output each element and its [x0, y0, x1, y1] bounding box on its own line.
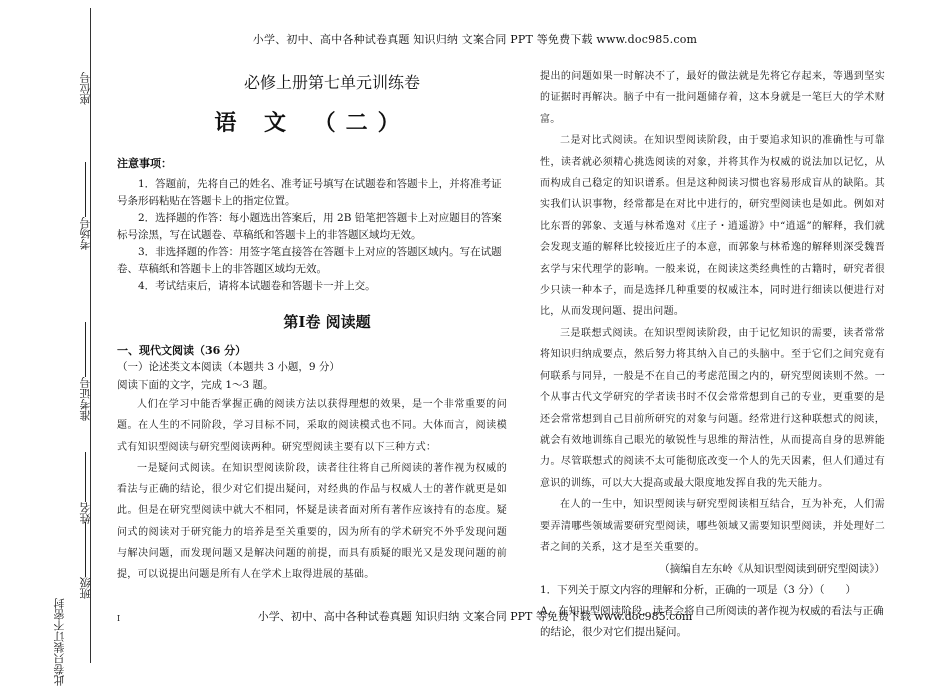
seat-number-field[interactable] — [78, 70, 94, 105]
exam-room-field[interactable] — [78, 160, 94, 250]
left-column — [117, 70, 507, 586]
notice-title: 注意事项： — [117, 157, 172, 170]
name-field[interactable] — [78, 450, 94, 524]
name-label: 姓名 — [79, 502, 92, 524]
notice-item: 3．非选择题的作答：用签字笔直接答在答题卡上对应的答题区域内。写在试题卷、草稿纸和答题卡上的非答题区域均无效。 — [117, 246, 502, 275]
notice-item: 4．考试结束后，请将本试题卷和答题卡一并上交。 — [138, 280, 376, 292]
article-paragraph: 人们在学习中能否掌握正确的阅读方法以获得理想的效果，是一个非常重要的问题。在人生的不同阶段，学习目标不同，采取的阅读模式也不同。大体而言，阅读模式有知识型阅读与研究型阅读两种。研究型阅读主要有以下三种方式： — [117, 399, 507, 453]
article-paragraph: 二是对比式阅读。在知识型阅读阶段，由于要追求知识的准确性与可靠性，读者就必须精心挑选阅读的对象，并将其作为权威的说法加以记忆，从而构成自己稳定的知识谱系。但是这种阅读习惯也容易形成盲从的缺陷。其实我们认识事物，经常都是在对比中进行的，研究型阅读也是如此。例如对比东晋的郭象、支遁与林希逸对《庄子・逍遥游》中“逍遥”的解释，我们就会发现支遁的解释比较接近庄子的本意，而郭象与林希逸的解释则深受魏晋玄学与宋代理学的影响。一般来说，在阅读这类经典性的古籍时，研究者很少只读一种本子，而是选择几种重要的权威注本，同时进行细读以便进行对比，从而发现问题、提出问题。 — [540, 135, 885, 318]
article-paragraph: 在人的一生中，知识型阅读与研究型阅读相互结合，互为补充，人们需要弄清哪些领域需要研究型阅读，哪些领域又需要知识型阅读，并处理好二者之间的关系，这才是至关重要的。 — [540, 499, 885, 553]
question-stem: 1．下列关于原文内容的理解和分析，正确的一项是（3 分）（ ） — [540, 584, 856, 597]
question-option-a[interactable]: A．在知识型阅读阶段，读者会将自己所阅读的著作视为权威的看法与正确的结论，很少对它们提出疑问。 — [540, 605, 884, 639]
article-paragraph: 一是疑问式阅读。在知识型阅读阶段，读者往往将自己所阅读的著作视为权威的看法与正确的结论，很少对它们提出疑问，对经典的作品与权威人士的著作就更是如此。但是在研究型阅读中就大不相同，怀疑是读者面对所有著作应该持有的态度。疑问式的阅读对于研究能力的培养是至关重要的，因为所有的学术研究不外乎发现问题与解决问题，而发现问题又是解决问题的前提，而具有质疑的眼光又是发现问题的前提，可以说提出问题是所有人在学术上取得进展的基础。 — [117, 462, 507, 581]
page-header: 小学、初中、高中各种试卷真题 知识归纳 文案合同 PPT 等免费下载 www.doc985.com — [252, 33, 698, 46]
article-paragraph: 三是联想式阅读。在知识型阅读阶段，由于记忆知识的需要，读者常常将知识归纳成要点，然后努力将其纳入自己的头脑中。至于它们之间究竟有何联系与同异，一般是不在自己的考虑范围之内的，研究型阅读则不然。一个从事古代文学研究的学者读书时不仅会常常想到自己的专业，更重要的是还会常常想到自己目前所研究的对象与问题。经常进行这种联想式的阅读，就会有效地训练自己眼光的敏锐性与思维的辩洁性，从而提高自身的思辨能力。尽管联想式的阅读不太可能彻底改变一个人的先天因素，但人们通过有意识的训练，可以大大提高或最大限度地发挥自我的先天能力。 — [540, 327, 885, 489]
ticket-number-field[interactable] — [78, 320, 94, 421]
subsection-title: （一）论述类文本阅读（本题共 3 小题，9 分） — [117, 361, 340, 373]
exam-room-label: 考场号 — [79, 217, 92, 250]
reading-instruction: 阅读下面的文字，完成 1～3 题。 — [117, 379, 274, 391]
class-label: 班级 — [79, 577, 92, 599]
article-paragraph: 提出的问题如果一时解决不了，最好的做法就是先将它存起来，等遇到坚实的证据时再解决。脑子中有一批问题储存着，这本身就是一笔巨大的学术财富。 — [540, 71, 885, 125]
doc-subtitle: 必修上册第七单元训练卷 — [243, 73, 420, 92]
class-field[interactable] — [78, 520, 94, 599]
notice-item: 1．答题前，先将自己的姓名、准考证号填写在试题卷和答题卡上，并将准考证号条形码粘贴在答题卡上的指定位置。 — [117, 178, 502, 207]
notice-item: 2．选择题的作答：每小题选出答案后，用 2B 铅笔把答题卡上对应题目的答案标号涂黑，写在试题卷、草稿纸和答题卡上的非答题区域均无效。 — [117, 212, 502, 241]
seat-number-label: 座位号 — [79, 72, 92, 105]
article-source: （摘编自左东岭《从知识型阅读到研究型阅读》） — [659, 563, 885, 576]
notice-list — [117, 176, 507, 295]
fold-mark: I — [117, 614, 121, 623]
doc-title: 语 文 （二） — [214, 110, 410, 136]
page-footer: 小学、初中、高中各种试卷真题 知识归纳 文案合同 PPT 等免费下载 www.doc985.com — [257, 610, 693, 623]
section-title: 第Ⅰ卷 阅读题 — [283, 313, 371, 331]
ticket-number-label: 准考证号 — [79, 377, 92, 421]
part-title: 一、现代文阅读（36 分） — [117, 344, 247, 357]
binding-note: 此卷只装订不密封 — [53, 598, 66, 686]
right-column — [540, 66, 885, 643]
